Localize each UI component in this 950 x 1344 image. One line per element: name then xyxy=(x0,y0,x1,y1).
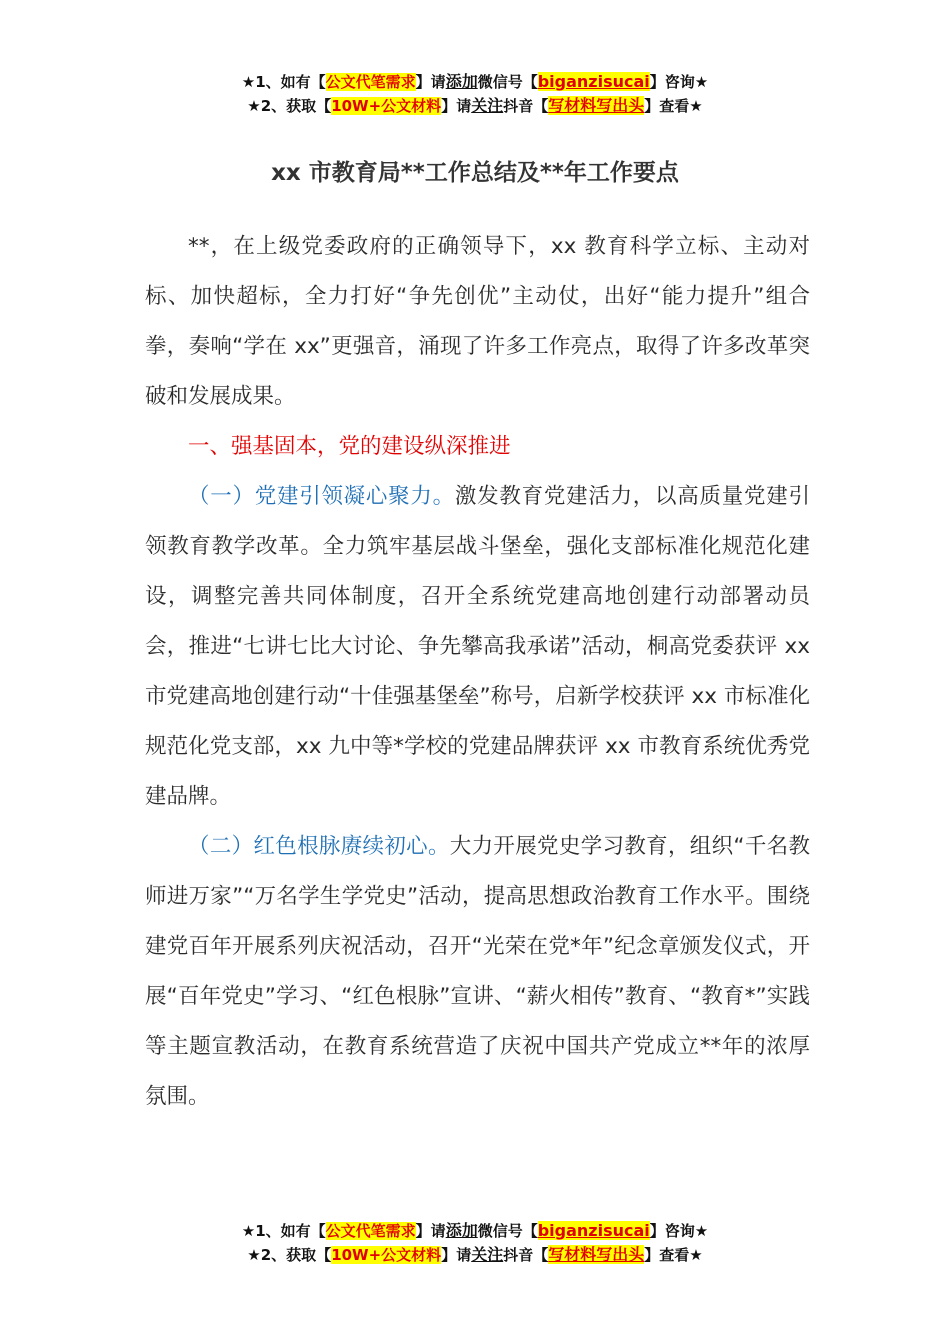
banner-text: 抖音【 xyxy=(503,97,549,115)
banner-text: 】咨询★ xyxy=(649,1222,709,1240)
banner-text: 】请 xyxy=(441,97,472,115)
banner-text: 微信号【 xyxy=(477,1222,538,1240)
banner-line-2 xyxy=(0,1243,950,1267)
banner-text: 】请 xyxy=(415,73,446,91)
banner-line-2 xyxy=(0,94,950,118)
banner-text: 】请 xyxy=(415,1222,446,1240)
banner-text: 】请 xyxy=(441,1246,472,1264)
banner-highlight: 公文代笔需求 xyxy=(325,73,416,91)
banner-highlight: 10W+公文材料 xyxy=(331,1246,442,1264)
banner-text: ★1、如有【 xyxy=(241,1222,326,1240)
banner-wechat-id: biganzisucai xyxy=(537,72,650,91)
banner-text: ★1、如有【 xyxy=(241,73,326,91)
banner-emphasis: 关注 xyxy=(471,1245,504,1264)
document-body xyxy=(145,222,810,1122)
banner-line-1 xyxy=(0,1219,950,1243)
banner-wechat-id: biganzisucai xyxy=(537,1221,650,1240)
banner-text: 】咨询★ xyxy=(649,73,709,91)
subsection-heading: （一）党建引领凝心聚力。 xyxy=(188,484,455,509)
intro-paragraph: **，在上级党委政府的正确领导下，xx 教育科学立标、主动对标、加快超标，全力打好“争先创优”主动仗，出好“能力提升”组合拳，奏响“学在 xx”更强音，涌现了许多工作亮点，取得了许多改革突破和发展成果。 xyxy=(145,234,810,409)
banner-emphasis: 添加 xyxy=(445,72,478,91)
banner-text: 抖音【 xyxy=(503,1246,549,1264)
banner-highlight: 公文代笔需求 xyxy=(325,1222,416,1240)
banner-highlight: 10W+公文材料 xyxy=(331,97,442,115)
banner-text: ★2、获取【 xyxy=(247,1246,332,1264)
banner-douyin-id: 写材料写出头 xyxy=(548,96,645,115)
banner-text: 】查看★ xyxy=(644,97,703,115)
banner-emphasis: 添加 xyxy=(445,1221,478,1240)
banner-douyin-id: 写材料写出头 xyxy=(548,1245,645,1264)
banner-text: 微信号【 xyxy=(477,73,538,91)
subsection-heading: （二）红色根脉赓续初心。 xyxy=(188,834,450,859)
document-title: xx 市教育局**工作总结及**年工作要点 xyxy=(271,160,679,186)
body-paragraph xyxy=(145,822,810,1122)
banner-emphasis: 关注 xyxy=(471,96,504,115)
header-banner xyxy=(0,70,950,118)
paragraph-text: 大力开展党史学习教育，组织“千名教师进万家”“万名学生学党史”活动，提高思想政治教育工作水平。围绕建党百年开展系列庆祝活动，召开“光荣在党*年”纪念章颁发仪式，开展“百年党史”学习、“红色根脉”宣讲、“薪火相传”教育、“教育*”实践等主题宣教活动，在教育系统营造了庆祝中国共产党成立**年的浓厚氛围。 xyxy=(145,834,810,1109)
banner-text: 】查看★ xyxy=(644,1246,703,1264)
body-paragraph xyxy=(145,472,810,822)
section-heading: 一、强基固本，党的建设纵深推进 xyxy=(188,434,511,459)
banner-text: ★2、获取【 xyxy=(247,97,332,115)
banner-line-1 xyxy=(0,70,950,94)
footer-banner xyxy=(0,1219,950,1267)
paragraph-text: 激发教育党建活力，以高质量党建引领教育教学改革。全力筑牢基层战斗堡垒，强化支部标准化规范化建设，调整完善共同体制度，召开全系统党建高地创建行动部署动员会，推进“七讲七比大讨论、争先攀高我承诺”活动，桐高党委获评 xx 市党建高地创建行动“十佳强基堡垒”称号，启新学校获评 xx 市标准化规范化党支部，xx 九中等*学校的党建品牌获评 xx 市教育系统优秀党建品牌。 xyxy=(145,484,810,809)
